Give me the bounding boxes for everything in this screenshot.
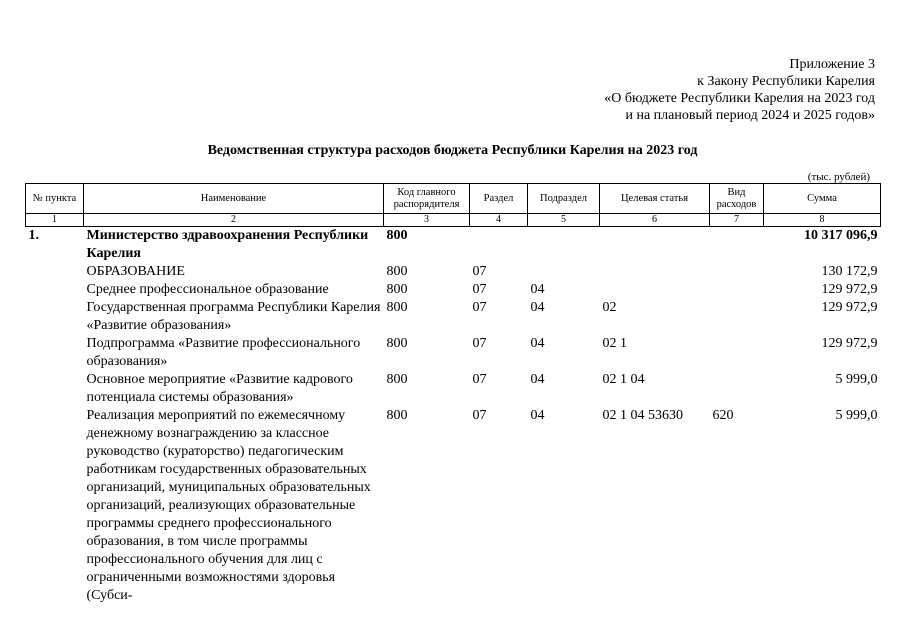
units-label: (тыс. рублей) bbox=[807, 171, 870, 183]
cell-type bbox=[710, 227, 764, 264]
cell-sum: 129 972,9 bbox=[821, 282, 878, 297]
cell-type: 620 bbox=[712, 408, 734, 423]
column-number: 2 bbox=[84, 214, 384, 227]
column-numbers-row bbox=[26, 214, 881, 227]
column-number: 6 bbox=[600, 214, 710, 227]
cell-code-main: 800 bbox=[386, 282, 408, 297]
cell-name: ОБРАЗОВАНИЕ bbox=[86, 264, 185, 279]
table-row bbox=[26, 335, 881, 371]
cell-subsection: 04 bbox=[530, 300, 545, 315]
cell-section: 07 bbox=[472, 264, 487, 279]
table-row bbox=[26, 407, 881, 605]
header-name: Наименование bbox=[84, 184, 384, 214]
cell-sum: 10 317 096,9 bbox=[804, 228, 878, 243]
cell-code-main: 800 bbox=[386, 300, 408, 315]
cell-name: Государственная программа Республики Карелия «Развитие образования» bbox=[86, 300, 381, 333]
annex-header bbox=[604, 56, 875, 124]
cell-subsection: 04 bbox=[530, 282, 545, 297]
header-row bbox=[26, 184, 881, 214]
cell-code-main: 800 bbox=[386, 228, 408, 243]
cell-section bbox=[470, 227, 528, 264]
cell-num bbox=[26, 281, 84, 299]
column-number: 8 bbox=[764, 214, 881, 227]
cell-num bbox=[26, 263, 84, 281]
cell-code-main: 800 bbox=[386, 372, 408, 387]
header-type: Вид расходов bbox=[710, 184, 764, 214]
cell-name: Основное мероприятие «Развитие кадрового потенциала системы образования» bbox=[86, 372, 353, 405]
header-target: Целевая статья bbox=[600, 184, 710, 214]
column-number: 5 bbox=[528, 214, 600, 227]
header-subsection: Подраздел bbox=[528, 184, 600, 214]
cell-subsection bbox=[528, 227, 600, 264]
cell-target: 02 1 04 bbox=[602, 372, 645, 387]
cell-section: 07 bbox=[472, 372, 487, 387]
table-row bbox=[26, 281, 881, 299]
cell-sum: 5 999,0 bbox=[835, 372, 878, 387]
cell-num bbox=[26, 335, 84, 371]
cell-target: 02 1 04 53630 bbox=[602, 408, 683, 423]
cell-code-main: 800 bbox=[386, 408, 408, 423]
budget-table bbox=[25, 183, 881, 605]
table-row bbox=[26, 263, 881, 281]
cell-num bbox=[26, 407, 84, 605]
cell-name: Подпрограмма «Развитие профессионального образования» bbox=[86, 336, 361, 369]
column-number: 3 bbox=[384, 214, 470, 227]
column-number: 4 bbox=[470, 214, 528, 227]
cell-name: Министерство здравоохранения Республики Карелия bbox=[86, 228, 369, 261]
table-row bbox=[26, 227, 881, 264]
cell-target bbox=[600, 263, 710, 281]
cell-name: Реализация мероприятий по ежемесячному денежному вознаграждению за классное руководство (кураторство) педагогическим работникам государственных образовательных организаций, муниципальных образовательных организаций, реализующих образовательные программы среднего профессионального образования, в том числе программы профессионального обучения для лиц с ограниченными возможностями здоровья (Субси- bbox=[86, 408, 371, 603]
cell-sum: 5 999,0 bbox=[835, 408, 878, 423]
cell-type bbox=[710, 299, 764, 335]
cell-type bbox=[710, 263, 764, 281]
cell-sum: 129 972,9 bbox=[821, 300, 878, 315]
header-num: № пункта bbox=[26, 184, 84, 214]
cell-target: 02 bbox=[602, 300, 617, 315]
cell-section: 07 bbox=[472, 336, 487, 351]
document-title: Ведомственная структура расходов бюджета Республики Карелия на 2023 год bbox=[207, 143, 698, 158]
column-number: 1 bbox=[26, 214, 84, 227]
cell-num: 1. bbox=[28, 228, 39, 243]
cell-code-main: 800 bbox=[386, 336, 408, 351]
cell-type bbox=[710, 281, 764, 299]
cell-sum: 129 972,9 bbox=[821, 336, 878, 351]
cell-section: 07 bbox=[472, 282, 487, 297]
cell-sum: 130 172,9 bbox=[821, 264, 878, 279]
cell-subsection: 04 bbox=[530, 408, 545, 423]
header-sum: Сумма bbox=[764, 184, 881, 214]
cell-type bbox=[710, 371, 764, 407]
cell-subsection: 04 bbox=[530, 336, 545, 351]
column-number: 7 bbox=[710, 214, 764, 227]
cell-target: 02 1 bbox=[602, 336, 627, 351]
cell-section: 07 bbox=[472, 300, 487, 315]
table-row bbox=[26, 299, 881, 335]
cell-type bbox=[710, 335, 764, 371]
cell-target bbox=[600, 281, 710, 299]
table-row bbox=[26, 371, 881, 407]
cell-num bbox=[26, 299, 84, 335]
cell-section: 07 bbox=[472, 408, 487, 423]
annex-line: «О бюджете Республики Карелия на 2023 год bbox=[604, 91, 875, 106]
header-code-main: Код главного распорядителя bbox=[384, 184, 470, 214]
header-section: Раздел bbox=[470, 184, 528, 214]
cell-subsection bbox=[528, 263, 600, 281]
cell-target bbox=[600, 227, 710, 264]
cell-name: Среднее профессиональное образование bbox=[86, 282, 329, 297]
cell-code-main: 800 bbox=[386, 264, 408, 279]
cell-num bbox=[26, 371, 84, 407]
annex-line: и на плановый период 2024 и 2025 годов» bbox=[625, 108, 875, 123]
annex-line: к Закону Республики Карелия bbox=[697, 74, 875, 89]
cell-subsection: 04 bbox=[530, 372, 545, 387]
annex-line: Приложение 3 bbox=[789, 57, 875, 72]
table-body bbox=[26, 227, 881, 606]
